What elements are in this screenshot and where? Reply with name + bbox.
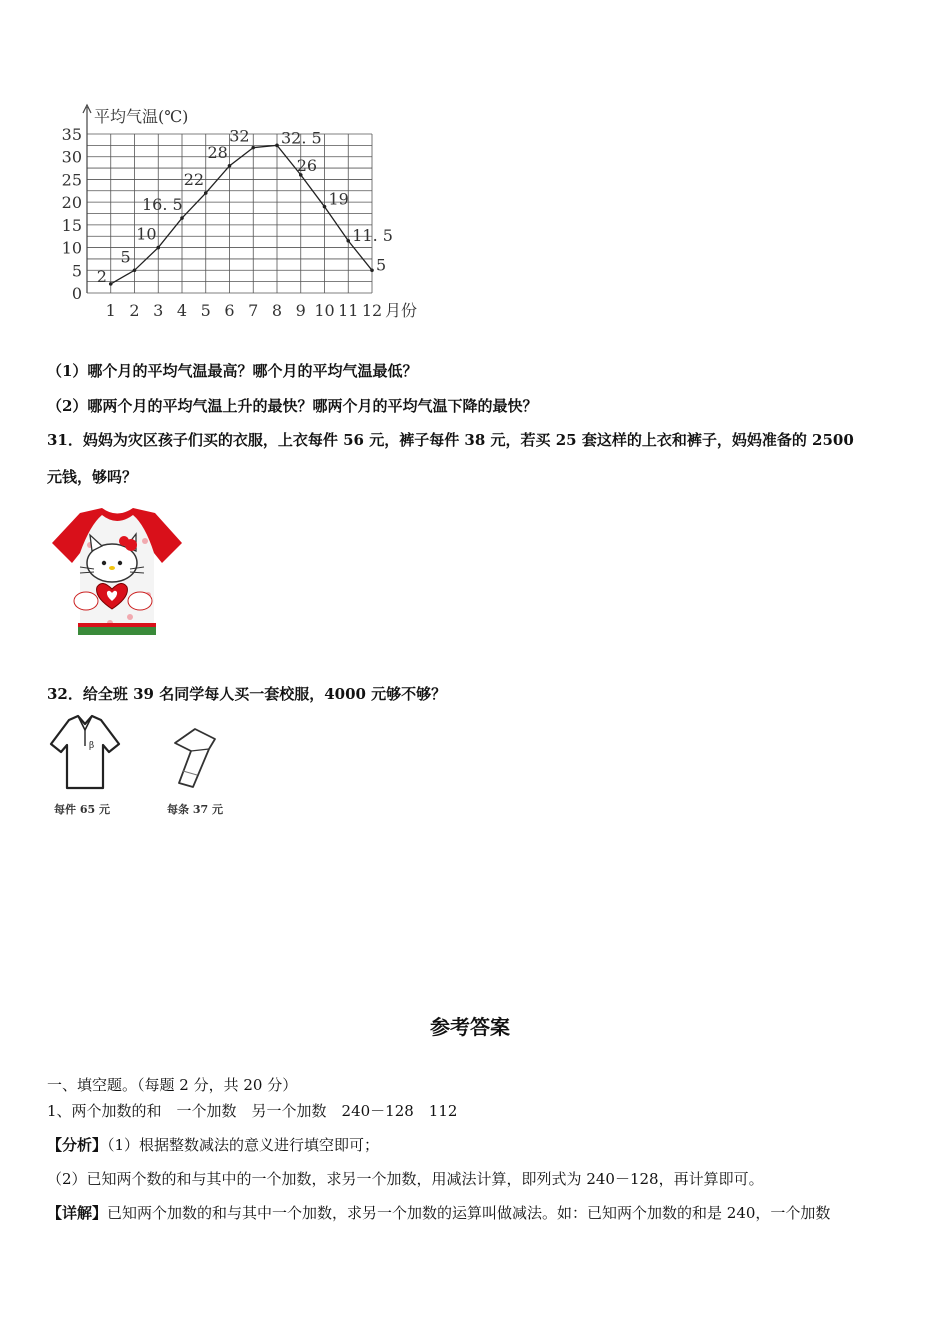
x-tick-label: 2: [129, 301, 140, 320]
chart-title: 平均气温(℃): [94, 107, 189, 126]
kids-tshirt-image: [50, 505, 185, 640]
data-point: [180, 216, 184, 220]
detail-tag: 【详解】: [47, 1204, 108, 1222]
answers-section-heading: 一、填空题。（每题 2 分，共 20 分）: [47, 1076, 298, 1094]
y-tick-label: 0: [71, 284, 82, 303]
q32-text: 32．给全班 39 名同学每人买一套校服，4000 元够不够？: [47, 685, 447, 703]
x-tick-label: 8: [271, 301, 283, 320]
data-point: [370, 268, 374, 272]
data-label: 5: [376, 255, 387, 275]
x-tick-label: 5: [200, 301, 211, 320]
data-label: 5: [120, 247, 131, 267]
data-point: [204, 191, 208, 195]
detail-text: 已知两个加数的和与其中一个加数，求另一个加数的运算叫做减法。如：已知两个加数的和是 240，一个加数: [107, 1204, 831, 1222]
data-point: [275, 144, 279, 148]
detail-line: [47, 1202, 830, 1223]
y-tick-label: 20: [61, 193, 82, 213]
answers-title: 参考答案: [430, 1015, 510, 1039]
svg-text:β: β: [89, 741, 95, 751]
x-tick-label: 3: [153, 301, 164, 320]
data-point: [228, 164, 232, 168]
x-tick-label: 1: [105, 301, 116, 320]
y-tick-label: 35: [61, 125, 82, 144]
data-point: [109, 282, 113, 286]
data-points: [109, 144, 374, 286]
x-tick-label: 9: [295, 301, 306, 320]
answer-item-1: 1、两个加数的和 一个加数 另一个加数 240－128 112: [47, 1102, 458, 1120]
school-shirt-icon: [45, 712, 125, 792]
x-tick-labels: [106, 301, 383, 320]
data-label: 28: [207, 142, 228, 162]
data-point: [346, 239, 350, 243]
y-tick-label: 5: [71, 261, 82, 281]
temperature-line-chart: [0, 95, 440, 330]
analysis-text: （1）根据整数减法的意义进行填空即可；: [107, 1136, 380, 1154]
data-label: 26: [296, 155, 318, 175]
data-point: [156, 246, 160, 250]
data-point: [133, 268, 137, 272]
data-label: 16. 5: [142, 195, 183, 215]
data-point: [251, 146, 255, 150]
y-tick-label: 30: [61, 147, 82, 167]
x-tick-label: 4: [176, 301, 188, 320]
data-label: 32: [229, 126, 250, 146]
data-label: 19: [328, 189, 349, 209]
data-label: 11. 5: [352, 225, 393, 245]
x-tick-label: 11: [338, 301, 359, 320]
shirt-price-caption: 每件 65 元: [54, 803, 110, 816]
analysis-line-2: （2）已知两个数的和与其中的一个加数，求另一个加数，用减法计算，即列式为 240－128，再计算即可。: [47, 1170, 764, 1188]
q31-text-line2: 元钱，够吗？: [47, 468, 138, 486]
q30-sub2: （2）哪两个月的平均气温上升的最快？哪两个月的平均气温下降的最快？: [47, 397, 538, 415]
analysis-line-1: [47, 1134, 379, 1155]
school-pants-icon: [165, 725, 225, 790]
q30-sub1: （1）哪个月的平均气温最高？哪个月的平均气温最低？: [47, 362, 418, 380]
y-tick-label: 10: [61, 238, 82, 258]
y-tick-label: 15: [61, 215, 82, 235]
x-tick-label: 6: [224, 301, 235, 320]
data-label: 32. 5: [281, 128, 322, 148]
analysis-tag: 【分析】: [47, 1136, 108, 1154]
x-tick-label: 12: [361, 301, 383, 320]
temperature-series-line: [111, 142, 372, 284]
y-tick-labels: [62, 125, 82, 303]
data-label: 2: [96, 266, 107, 286]
data-label: 22: [183, 170, 205, 190]
x-axis-label: 月份: [385, 301, 418, 320]
x-tick-label: 7: [248, 301, 259, 320]
y-tick-label: 25: [61, 170, 82, 190]
q31-text-line1: 31．妈妈为灾区孩子们买的衣服，上衣每件 56 元，裤子每件 38 元，若买 25 套这样的上衣和裤子，妈妈准备的 2500: [47, 431, 854, 449]
data-label: 10: [136, 224, 157, 244]
data-point: [323, 205, 327, 209]
pants-price-caption: 每条 37 元: [167, 803, 223, 816]
x-tick-label: 10: [314, 301, 335, 320]
